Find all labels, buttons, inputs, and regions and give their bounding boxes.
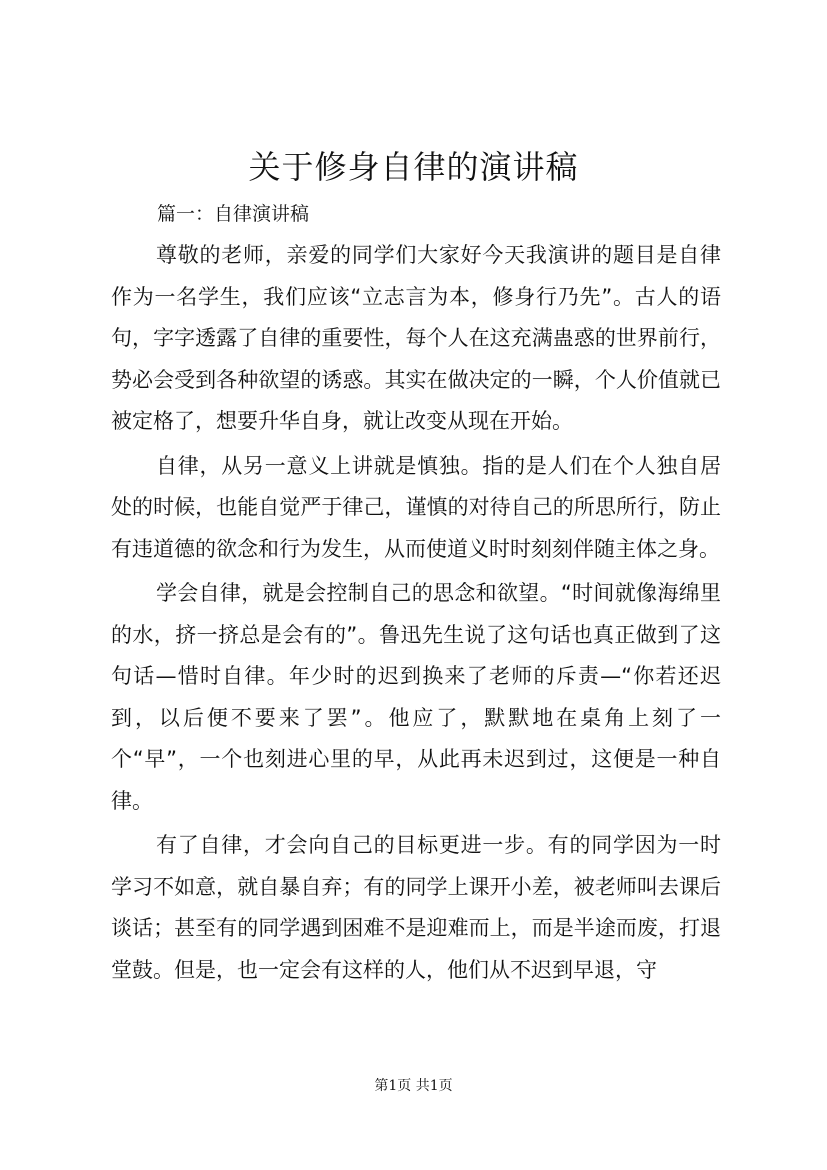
paragraph: 学会自律，就是会控制自己的思念和欲望。“时间就像海绵里的水，挤一挤总是会有的”。鲁迅先生说了这句话也真正做到了这句话—惜时自律。年少时的迟到换来了老师的斥责—“你若还迟到，以后便不要来了罢”。他应了，默默地在桌角上刻了一个“早”，一个也刻进心里的早，从此再未迟到过，这便是一种自律。 [111, 581, 721, 813]
paragraph: 自律，从另一意义上讲就是慎独。指的是人们在个人独自居处的时候，也能自觉严于律己，谨慎的对待自己的所思所行，防止有违道德的欲念和行为发生，从而使道义时时刻刻伴随主体之身。 [111, 453, 721, 561]
document-title: 关于修身自律的演讲稿 [248, 148, 579, 186]
paragraph: 尊敬的老师，亲爱的同学们大家好今天我演讲的题目是自律作为一名学生，我们应该“立志言为本，修身行乃先”。古人的语句，字字透露了自律的重要性，每个人在这充满蛊惑的世界前行，势必会受到各种欲望的诱惑。其实在做决定的一瞬，个人价值就已被定格了，想要升华自身，就让改变从现在开始。 [111, 243, 721, 433]
document-body [111, 235, 721, 991]
page-footer: 第1页 共1页 [374, 1078, 453, 1094]
section-heading: 篇一：自律演讲稿 [157, 203, 310, 225]
paragraph: 有了自律，才会向自己的目标更进一步。有的同学因为一时学习不如意，就自暴自弃；有的同学上课开小差，被老师叫去课后谈话；甚至有的同学遇到困难不是迎难而上，而是半途而废，打退堂鼓。但是，也一定会有这样的人，他们从不迟到早退，守 [111, 833, 721, 982]
